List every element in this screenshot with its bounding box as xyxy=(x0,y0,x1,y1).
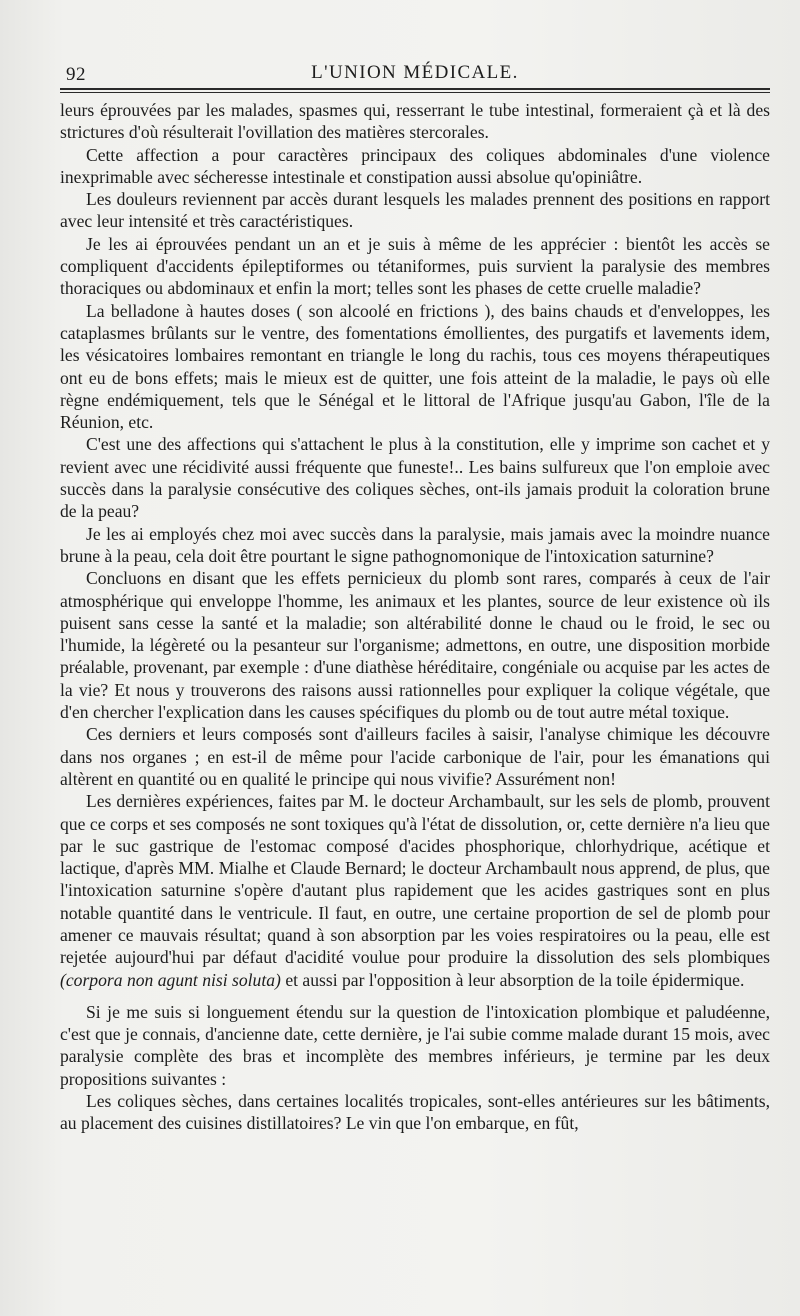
paragraph: Cette affection a pour caractères principaux des coliques abdominales d'une violence inexprimable avec sécheresse intestinale et constipation aussi absolue qu'opiniâtre. xyxy=(60,144,770,187)
paragraph: Si je me suis si longuement étendu sur la question de l'intoxication plombique et paludéenne, c'est que je connais, d'ancienne date, cette dernière, je l'ai subie comme malade durant 15 mois, avec paralysie complète des bras et incomplète des membres inférieurs, je termine par les deux propositions suivantes : xyxy=(60,1001,770,1089)
paragraph: Les coliques sèches, dans certaines localités tropicales, sont-elles antérieures sur les bâtiments, au placement des cuisines distillatoires? Le vin que l'on embarque, en fût, xyxy=(60,1091,770,1134)
paragraph-text: Les dernières expériences, faites par M. le docteur Archambault, sur les sels de plomb, prouvent que ce corps et ses composés ne sont toxiques qu'à l'état de dissolution, or, cette dernière n'a lieu que par le suc gastrique de l'estomac composé d'acides phosphorique, chlorhydrique, acétique et lactique, d'après MM. Mialhe et Claude Bernard; le docteur Archambault nous apprend, de plus, que l'intoxication saturnine s'opère d'autant plus rapidement que les acides gastriques sont en plus notable quantité dans le ventricule. Il faut, en outre, une certaine proportion de sel de plomb pour amener ce mauvais résultat; quand à son absorption par les voies respiratoires ou la peau, elle est rejetée aujourd'hui par défaut d'acidité voulue pour produire la dissolution des sels plombiques xyxy=(60,791,770,968)
page-header xyxy=(60,58,770,88)
paragraph: leurs éprouvées par les malades, spasmes qui, resserrant le tube intestinal, formeraient çà et là des strictures d'où résulterait l'ovillation des matières stercorales. xyxy=(60,100,770,143)
article-body xyxy=(60,99,770,1135)
paragraph: C'est une des affections qui s'attachent le plus à la constitution, elle y imprime son cachet et y revient avec une récidivité aussi fréquente que funeste!.. Les bains sulfureux que l'on emploie avec succès dans la paralysie consécutive des coliques sèches, ont-ils jamais produit la coloration brune de la peau? xyxy=(60,434,770,522)
header-rule xyxy=(60,88,770,93)
paragraph: Les douleurs reviennent par accès durant lesquels les malades prennent des positions en rapport avec leur intensité et très caractéristiques. xyxy=(60,189,770,232)
paragraph: Ces derniers et leurs composés sont d'ailleurs faciles à saisir, l'analyse chimique les découvre dans nos organes ; en est-il de même pour l'acide carbonique de l'air, pour les émanations qui altèrent en quantité ou en qualité le principe qui nous vivifie? Assurément non! xyxy=(60,724,770,789)
paragraph: Je les ai employés chez moi avec succès dans la paralysie, mais jamais avec la moindre nuance brune à la peau, cela doit être pourtant le signe pathognomonique de l'intoxication saturnine? xyxy=(60,523,770,566)
latin-quote: (corpora non agunt nisi soluta) xyxy=(60,969,281,990)
paragraph: Je les ai éprouvées pendant un an et je suis à même de les apprécier : bientôt les accès se compliquent d'accidents épileptiformes ou tétaniformes, puis survient la paralysie des membres thoraciques ou abdominaux et enfin la mort; telles sont les phases de cette cruelle maladie? xyxy=(60,233,770,299)
running-head: L'UNION MÉDICALE. xyxy=(311,62,519,83)
paragraph xyxy=(60,790,770,991)
page-number: 92 xyxy=(66,64,86,85)
paragraph: La belladone à hautes doses ( son alcoolé en frictions ), des bains chauds et d'enveloppes, les cataplasmes brûlants sur le ventre, des fomentations émollientes, des purgatifs et lavements idem, les vésicatoires lombaires remontant en triangle le long du rachis, tous ces moyens thérapeutiques ont eu de bons effets; mais le mieux est de quitter, une fois atteint de la maladie, le pays où elle règne endémiquement, tels que le Sénégal et le littoral de l'Afrique jusqu'au Gabon, l'île de la Réunion, etc. xyxy=(60,300,770,433)
paragraph: Concluons en disant que les effets pernicieux du plomb sont rares, comparés à ceux de l'air atmosphérique qui enveloppe l'homme, les animaux et les plantes, source de leur existence où ils puisent sans cesse la santé et la maladie; son altérabilité donne le chaud ou le froid, le sec ou l'humide, la légèreté ou la pesanteur sur l'organisme; admettons, en outre, une disposition morbide préalable, provenant, par exemple : d'une diathèse héréditaire, congéniale ou acquise par les actes de la vie? Et nous y trouverons des raisons aussi rationnelles pour expliquer la colique végétale, que d'en chercher l'explication dans les causes spécifiques du plomb ou de tout autre métal toxique. xyxy=(60,568,770,723)
paragraph-text: et aussi par l'opposition à leur absorption de la toile épidermique. xyxy=(285,969,745,990)
